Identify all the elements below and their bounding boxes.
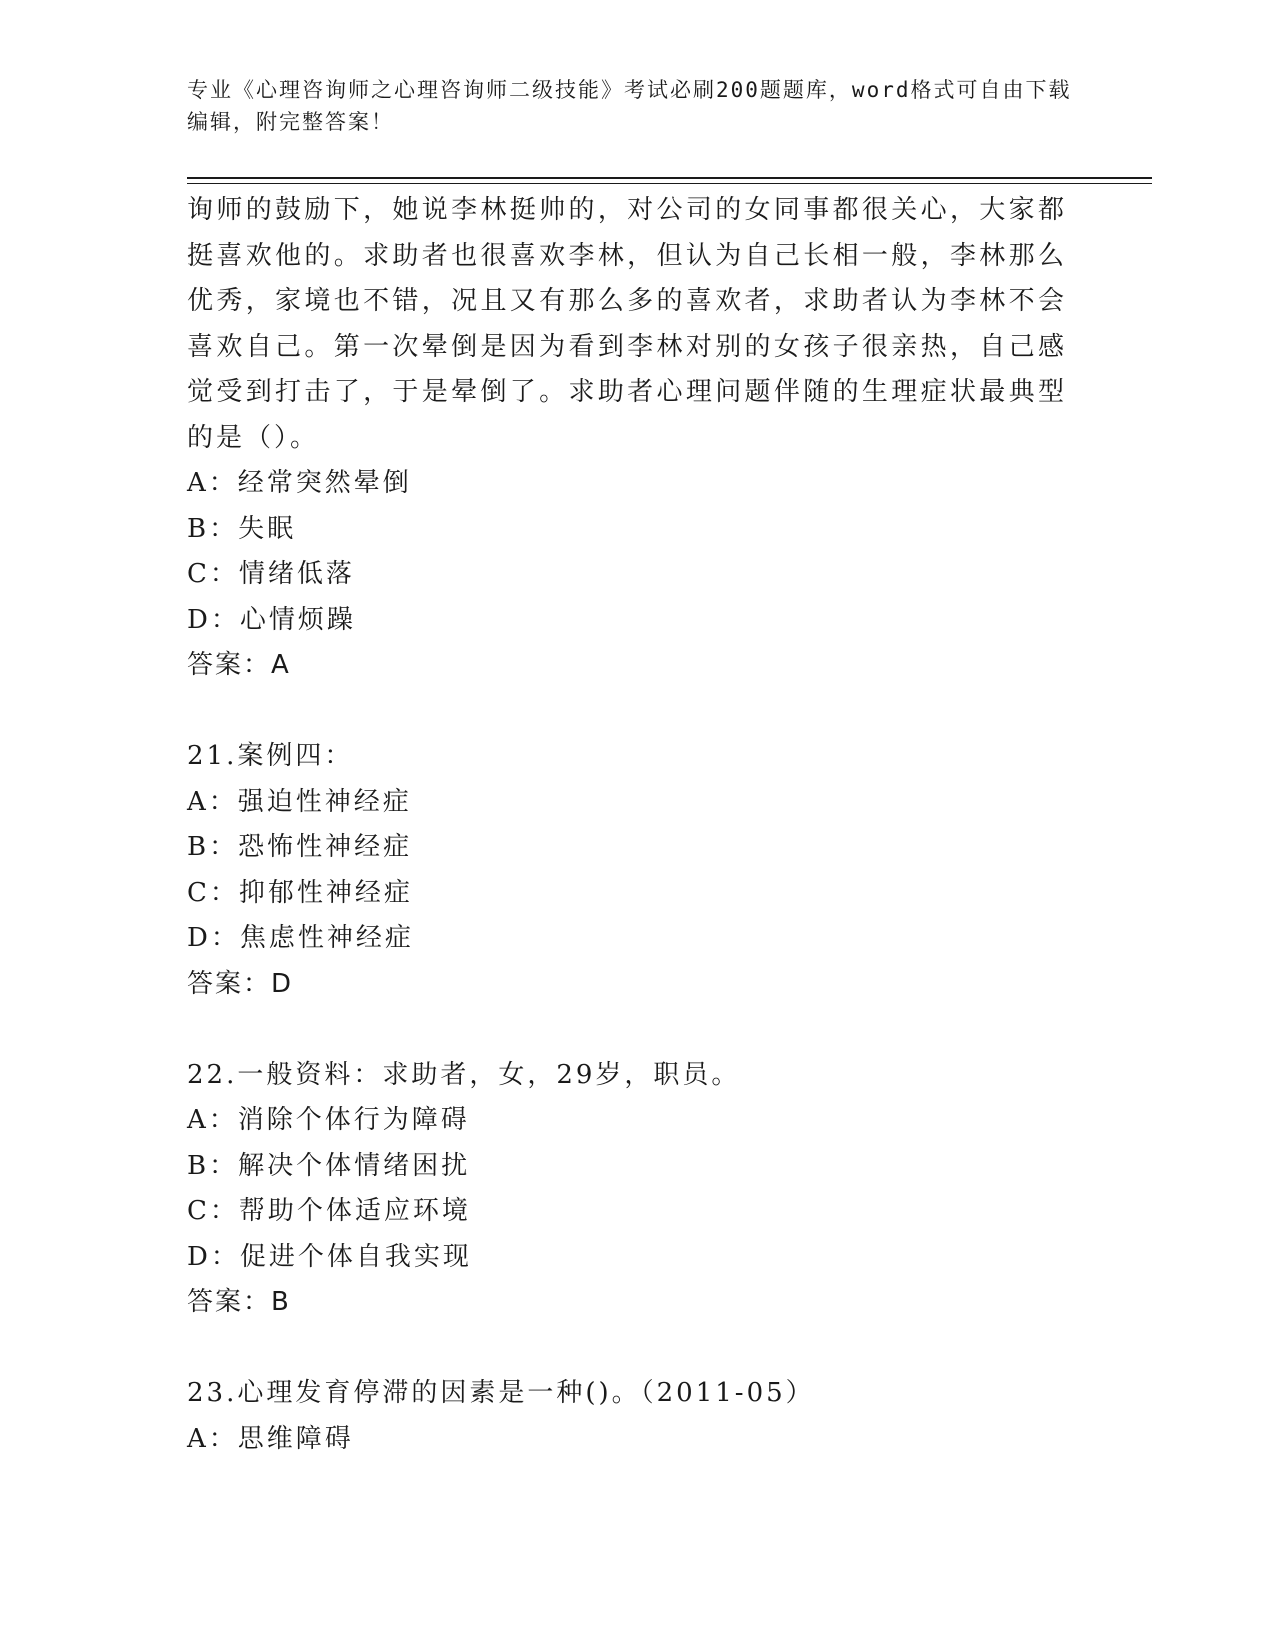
option-d: D：焦虑性神经症	[187, 923, 414, 953]
answer: 答案：D	[187, 968, 294, 999]
option-a: A：经常突然晕倒	[187, 468, 412, 498]
question-stem: 23.心理发育停滞的因素是一种()。（2011-05）	[187, 1378, 815, 1408]
question-stem: 21.案例四：	[187, 741, 354, 771]
question-20	[187, 188, 1067, 689]
question-23	[187, 1371, 1067, 1462]
option-b: B：失眠	[187, 513, 297, 544]
header-rule-thin	[187, 183, 1152, 184]
question-stem: 22.一般资料：求助者，女，29岁，职员。	[187, 1059, 741, 1090]
document-header: 专业《心理咨询师之心理咨询师二级技能》考试必刷200题题库，word格式可自由下载编辑，附完整答案！	[187, 78, 1072, 134]
question-21	[187, 734, 1067, 1007]
answer: 答案：B	[187, 1287, 291, 1317]
option-b: B：恐怖性神经症	[187, 832, 413, 862]
option-d: D：心情烦躁	[187, 604, 356, 635]
spacer	[187, 1326, 1067, 1372]
option-b: B：解决个体情绪困扰	[187, 1150, 471, 1181]
option-c: C：抑郁性神经症	[187, 877, 413, 908]
answer: 答案：A	[187, 650, 291, 680]
option-d: D：促进个体自我实现	[187, 1241, 472, 1272]
question-stem: 询师的鼓励下，她说李林挺帅的，对公司的女同事都很关心，大家都挺喜欢他的。求助者也很喜欢李林，但认为自己长相一般，李林那么优秀，家境也不错，况且又有那么多的喜欢者，求助者认为李林不会喜欢自己。第一次晕倒是因为看到李林对别的女孩子很亲热，自己感觉受到打击了，于是晕倒了。求助者心理问题伴随的生理症状最典型的是（）。	[187, 195, 1067, 453]
option-a: A：消除个体行为障碍	[187, 1105, 470, 1135]
option-c: C：情绪低落	[187, 559, 355, 589]
question-22	[187, 1053, 1067, 1326]
option-a: A：思维障碍	[187, 1423, 354, 1454]
spacer	[187, 689, 1067, 735]
option-c: C：帮助个体适应环境	[187, 1196, 471, 1226]
document-body	[187, 188, 1067, 1462]
header-rule-thick	[187, 177, 1152, 179]
spacer	[187, 1007, 1067, 1053]
option-a: A：强迫性神经症	[187, 786, 412, 817]
